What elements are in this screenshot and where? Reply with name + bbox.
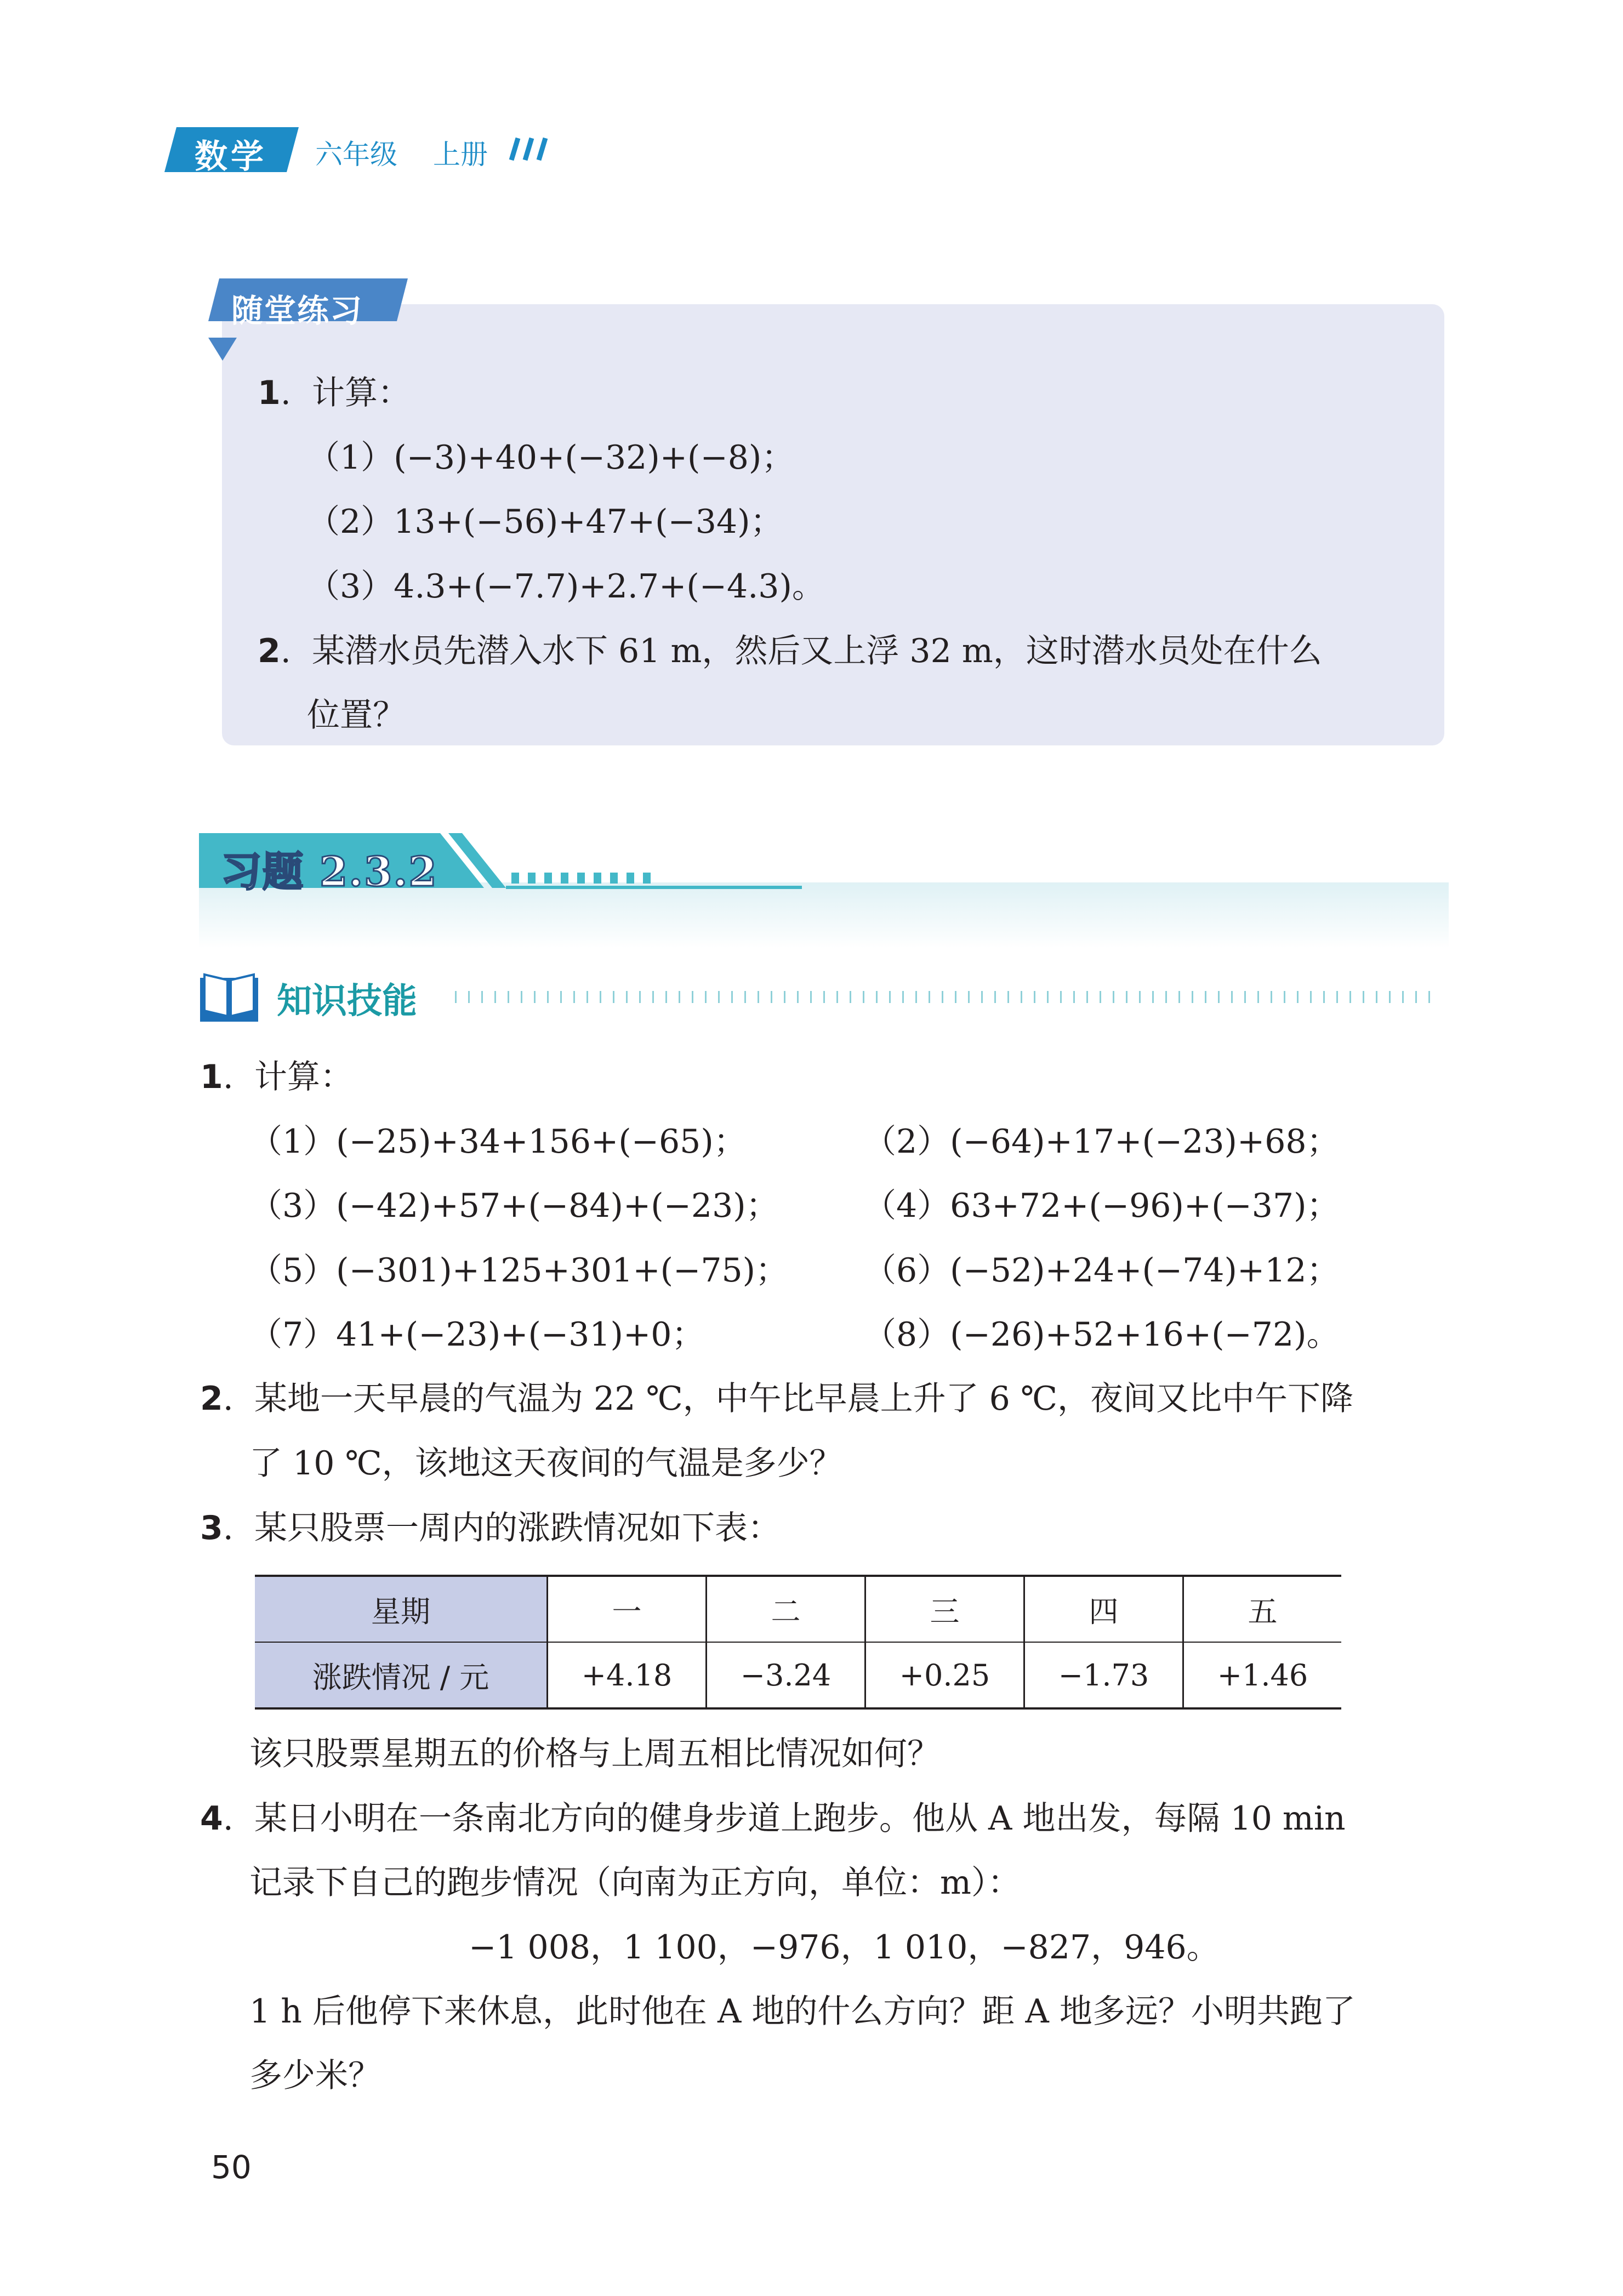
page-number: 50 — [211, 2149, 252, 2186]
table-cell: −1.73 — [1024, 1642, 1183, 1708]
table-cell: 四 — [1024, 1576, 1183, 1642]
exercise-q1-item: （8）(−26)+52+16+(−72)。 — [863, 1315, 1340, 1354]
practice-q1-item: （1）(−3)+40+(−32)+(−8)； — [307, 438, 795, 477]
exercise-q2: 2. 某地一天早晨的气温为 22 ℃，中午比早晨上升了 6 ℃，夜间又比中午下降 — [200, 1380, 1354, 1418]
exercise-q4: 4. 某日小明在一条南北方向的健身步道上跑步。他从 A 地出发，每隔 10 min — [200, 1799, 1346, 1838]
practice-q1-item: （3）4.3+(−7.7)+2.7+(−4.3)。 — [307, 567, 825, 606]
exercise-q4-cont: 记录下自己的跑步情况（向南为正方向，单位：m）： — [249, 1864, 1021, 1902]
practice-q2-cont: 位置？ — [307, 696, 406, 734]
table-cell: −3.24 — [707, 1642, 865, 1708]
exercise-q1-item: （1）(−25)+34+156+(−65)； — [249, 1123, 747, 1161]
exercise-q1-item: （6）(−52)+24+(−74)+12； — [863, 1251, 1340, 1290]
exercise-q1-item: （2）(−64)+17+(−23)+68； — [863, 1123, 1340, 1161]
practice-q1: 1. 计算： — [258, 374, 411, 412]
dotted-divider — [455, 991, 1442, 1003]
exercise-q1-item: （3）(−42)+57+(−84)+(−23)； — [249, 1187, 779, 1225]
table-row — [255, 1642, 1341, 1708]
exercise-q1-item: （4）63+72+(−96)+(−37)； — [863, 1187, 1340, 1225]
table-cell: 五 — [1183, 1576, 1342, 1642]
subject-tag — [164, 127, 299, 176]
table-head-cell: 涨跌情况 / 元 — [255, 1642, 548, 1708]
practice-q1-item: （2）13+(−56)+47+(−34)； — [307, 503, 783, 541]
table-row — [255, 1576, 1341, 1642]
exercise-q4-cont: 多少米？ — [249, 2056, 381, 2095]
exercise-q4-data: −1 008，1 100，−976，1 010，−827，946。 — [469, 1928, 1220, 1967]
table-cell: 二 — [707, 1576, 865, 1642]
grade-label: 六年级 — [315, 139, 397, 170]
practice-tab-label: 随堂练习 — [231, 292, 363, 329]
book-icon — [199, 970, 259, 1025]
exercise-q1-item: （5）(−301)+125+301+(−75)； — [249, 1251, 789, 1290]
table-cell: 一 — [548, 1576, 707, 1642]
exercise-q4-cont: 1 h 后他停下来休息，此时他在 A 地的什么方向？距 A 地多远？小明共跑了 — [249, 1992, 1356, 2031]
exercise-q3-question: 该只股票星期五的价格与上周五相比情况如何？ — [249, 1735, 940, 1773]
exercise-title: 习题 2.3.2 — [221, 848, 438, 896]
exercise-q1: 1. 计算： — [200, 1058, 353, 1096]
subject-label: 数学 — [195, 138, 267, 176]
table-cell: +1.46 — [1183, 1642, 1342, 1708]
exercise-q1-item: （7）41+(−23)+(−31)+0； — [249, 1315, 705, 1354]
slash-decoration-icon — [507, 137, 556, 164]
exercise-q2-cont: 了 10 ℃，该地这天夜间的气温是多少？ — [249, 1444, 842, 1483]
stock-table — [255, 1575, 1341, 1710]
table-cell: 三 — [865, 1576, 1024, 1642]
exercise-q3: 3. 某只股票一周内的涨跌情况如下表： — [200, 1509, 781, 1547]
exercise-tab — [199, 833, 802, 896]
table-head-cell: 星期 — [255, 1576, 548, 1642]
table-cell: +4.18 — [548, 1642, 707, 1708]
practice-q2: 2. 某潜水员先潜入水下 61 m，然后又上浮 32 m，这时潜水员处在什么 — [258, 632, 1322, 670]
practice-tab — [204, 278, 412, 361]
section-label: 知识技能 — [277, 981, 417, 1022]
volume-label: 上册 — [433, 139, 488, 170]
table-cell: +0.25 — [865, 1642, 1024, 1708]
